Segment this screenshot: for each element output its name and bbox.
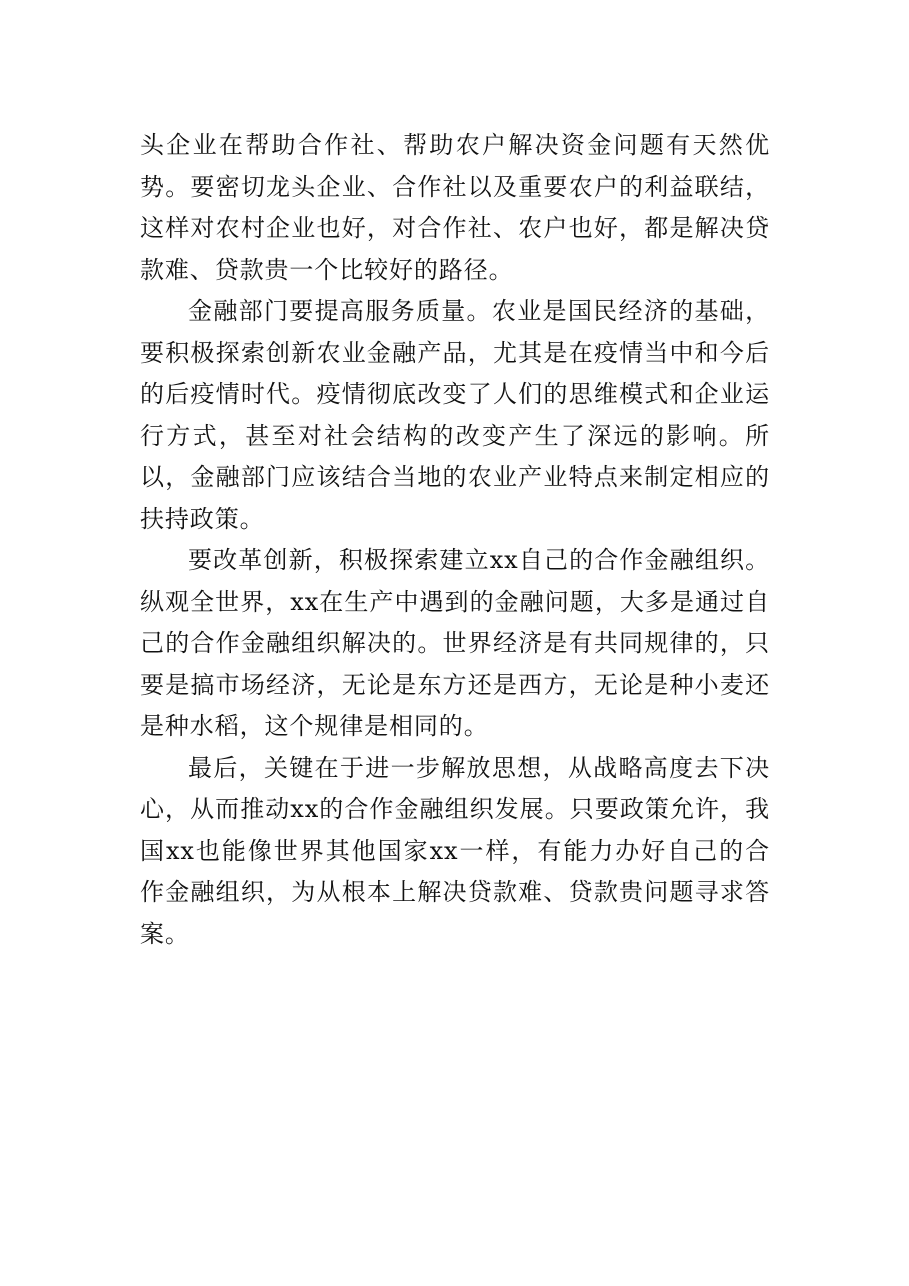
document-body [140,125,770,955]
paragraph-2: 金融部门要提高服务质量。农业是国民经济的基础，要积极探索创新农业金融产品，尤其是在疫情当中和今后的后疫情时代。疫情彻底改变了人们的思维模式和企业运行方式，甚至对社会结构的改变产生了深远的影响。所以，金融部门应该结合当地的农业产业特点来制定相应的扶持政策。 [140,297,770,533]
paragraph-1: 头企业在帮助合作社、帮助农户解决资金问题有天然优势。要密切龙头企业、合作社以及重要农户的利益联结，这样对农村企业也好，对合作社、农户也好，都是解决贷款难、贷款贵一个比较好的路径。 [140,131,770,284]
paragraph-4: 最后，关键在于进一步解放思想，从战略高度去下决心，从而推动xx的合作金融组织发展。只要政策允许，我国xx也能像世界其他国家xx一样，有能力办好自己的合作金融组织，为从根本上解决贷款难、贷款贵问题寻求答案。 [140,753,770,948]
paragraph-3: 要改革创新，积极探索建立xx自己的合作金融组织。纵观全世界，xx在生产中遇到的金融问题，大多是通过自己的合作金融组织解决的。世界经济是有共同规律的，只要是搞市场经济，无论是东方还是西方，无论是种小麦还是种水稻，这个规律是相同的。 [140,546,770,740]
